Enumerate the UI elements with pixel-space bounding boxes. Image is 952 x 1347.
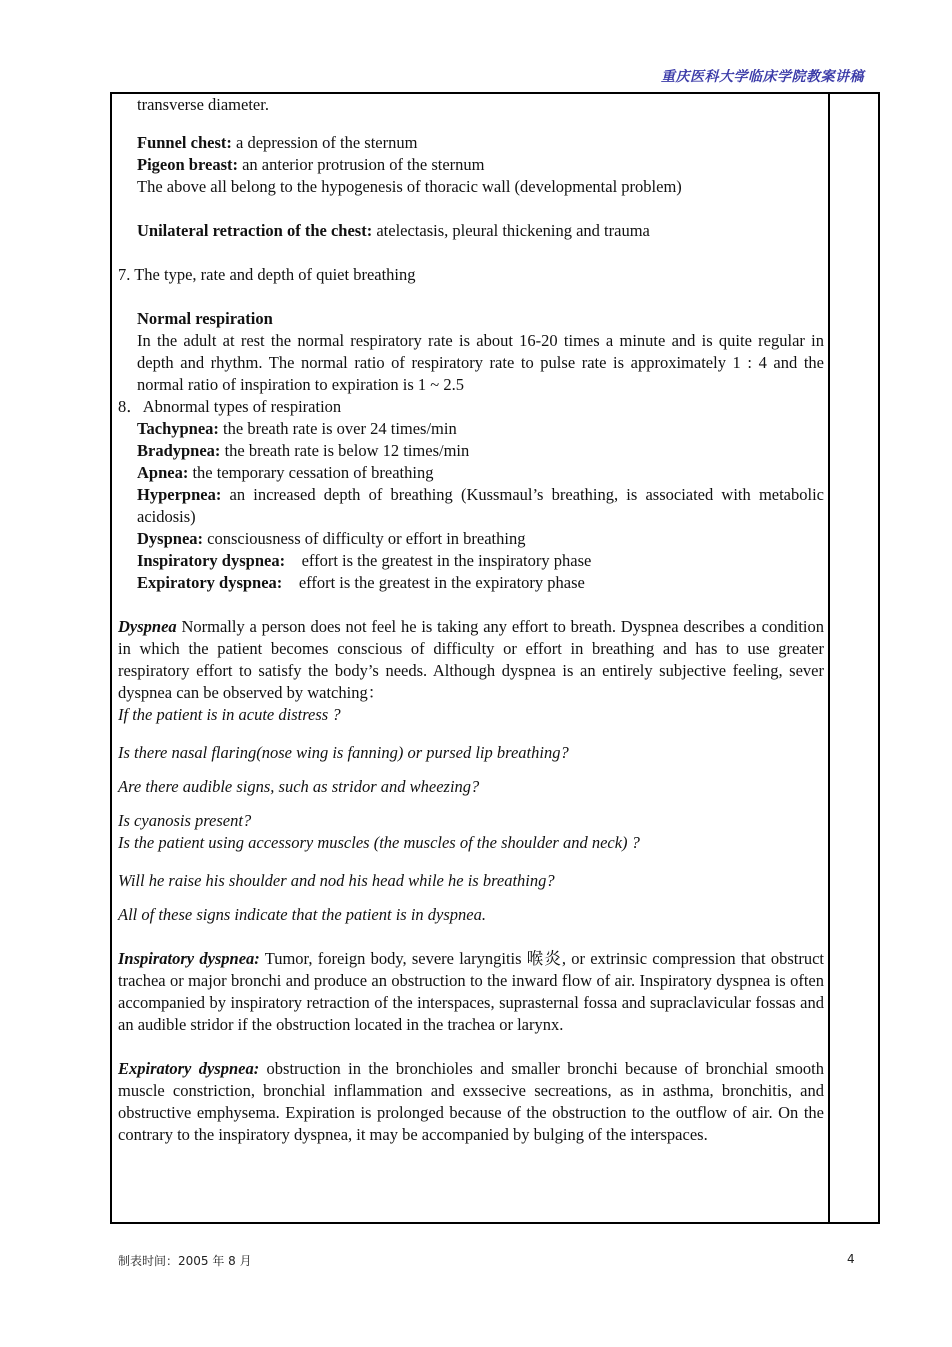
term: Tachypnea: [137,419,219,438]
question-line [118,832,824,854]
term: Unilateral retraction of the chest: [137,221,373,240]
term: Inspiratory dyspnea: [137,551,286,570]
term: Hyperpnea: [137,485,222,504]
page-number: 4 [847,1252,855,1266]
text-line: transverse diameter. [137,95,269,114]
term: Dyspnea: [137,529,204,548]
bradypnea-line [118,440,824,462]
apnea-line [118,462,824,484]
hyperpnea-line [118,484,824,528]
definition: the breath rate is below 12 times/min [220,441,470,460]
inspiratory-dyspnea-line [118,550,824,572]
document-header-title: 重庆医科大学临床学院教案讲稿 [661,69,864,85]
question-line [118,742,824,764]
term: Dyspnea [118,617,177,636]
term: Apnea: [137,463,189,482]
question-text: Are there audible signs, such as stridor and wheezing? [118,777,480,796]
question-text: Is cyanosis present? [118,811,252,830]
term: Normal respiration [137,309,273,328]
normal-respiration-text: In the adult at rest the normal respiratory rate is about 16-20 times a minute and is quite regular in depth and rhythm. The normal ratio of respiratory rate to pulse rate is approximately 1 : 4 and the normal ratio of inspiration to expiration is 1 ~ 2.5 [137,331,824,394]
pigeon-breast-line [118,154,824,176]
paragraph-text: Tumor, foreign body, severe laryngitis 喉炎, or extrinsic compression that obstruct trachea or major bronchi and produce an obstruction to the inward flow of air. Inspiratory dyspnea is often accompanied by inspiratory retraction of the interspaces, suprasternal fossa and supraclavicular fossas and an audible stridor if the obstruction located in the trachea or larynx. [118,949,824,1034]
definition: the temporary cessation of breathing [188,463,434,482]
expiratory-dyspnea-line [118,572,824,594]
term: Expiratory dyspnea: [118,1059,260,1078]
question-line [118,776,824,798]
question-text: Is the patient using accessory muscles (the muscles of the shoulder and neck) ? [118,833,640,852]
definition: atelectasis, pleural thickening and trauma [372,221,650,240]
definition: the breath rate is over 24 times/min [218,419,457,438]
question-text: All of these signs indicate that the patient is in dyspnea. [118,905,486,924]
question-text: Is there nasal flaring(nose wing is fanning) or pursed lip breathing? [118,743,569,762]
question-line [118,870,824,892]
inspiratory-dyspnea-paragraph [118,948,824,1036]
funnel-chest-line [118,132,824,154]
definition: an increased depth of breathing (Kussmaul’s breathing, is associated with metabolic acidosis) [137,485,824,526]
term: Expiratory dyspnea: [137,573,283,592]
paragraph-text: Normally a person does not feel he is taking any effort to breath. Dyspnea describes a condition in which the patient becomes conscious of difficulty or effort in breathing and has to use greater respiratory effort to satisfy the body’s needs. Although dyspnea is an entirely subjective feeling, sever dyspnea can be observed by watching： [118,617,824,702]
dyspnea-paragraph [118,616,824,704]
text-line: The above all belong to the hypogenesis of thoracic wall (developmental problem) [137,177,682,196]
question-line [118,904,824,926]
question-line [118,810,824,832]
normal-respiration-heading [118,308,824,330]
definition: consciousness of difficulty or effort in breathing [203,529,526,548]
tachypnea-line [118,418,824,440]
side-column [829,92,880,1224]
definition: effort is the greatest in the expiratory phase [282,573,585,592]
question-line [118,704,824,726]
lecture-content [118,94,824,1146]
term: Funnel chest: [137,133,232,152]
question-text: Will he raise his shoulder and nod his head while he is breathing? [118,871,555,890]
definition: effort is the greatest in the inspiratory phase [285,551,592,570]
dyspnea-line [118,528,824,550]
term: Pigeon breast: [137,155,238,174]
definition: a depression of the sternum [231,133,418,152]
paragraph-text: obstruction in the bronchioles and smaller bronchi because of bronchial smooth muscle constriction, bronchial inflammation and exssecive secreations, as in asthma, bronchitis, and obstructive emphysema. Expiration is prolonged because of the obstruction to the outflow of air. On the contrary to the inspiratory dyspnea, it may be accompanied by bulging of the interspaces. [118,1059,824,1144]
footer-date: 制表时间：2005 年 8 月 [118,1254,252,1268]
term: Bradypnea: [137,441,221,460]
expiratory-dyspnea-paragraph [118,1058,824,1146]
section-heading-7: 7. The type, rate and depth of quiet breathing [118,265,416,284]
definition: an anterior protrusion of the sternum [237,155,485,174]
question-text: If the patient is in acute distress ? [118,705,341,724]
section-heading-8: 8．Abnormal types of respiration [118,397,342,416]
unilateral-retraction-line [118,220,824,242]
term: Inspiratory dyspnea: [118,949,260,968]
